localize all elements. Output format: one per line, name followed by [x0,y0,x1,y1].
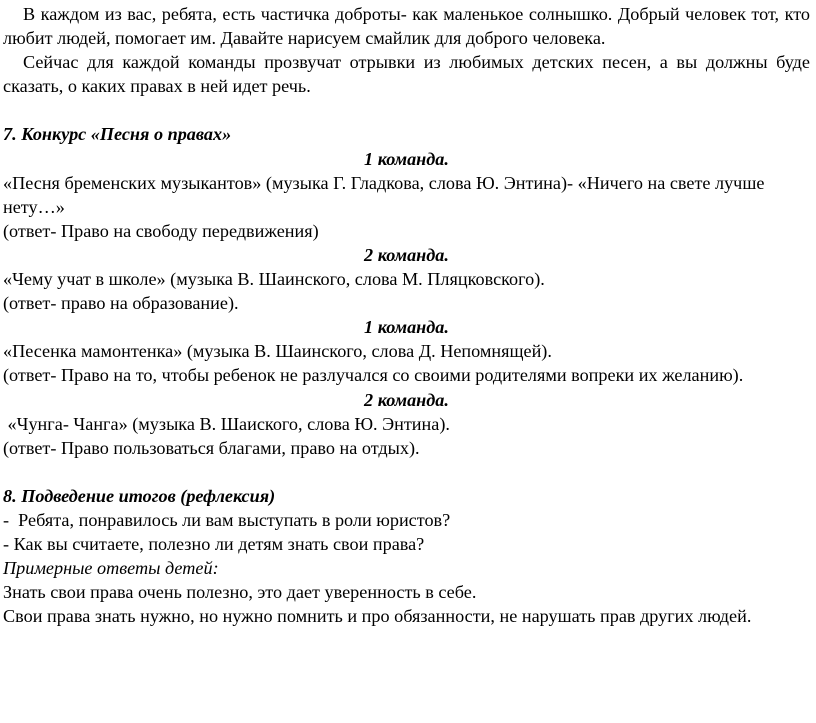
answer-line: (ответ- Право пользоваться благами, право на отдых). [3,437,420,458]
team-label: 2 команда. [364,389,449,410]
intro-paragraph-2: Сейчас для каждой команды прозвучат отрывки из любимых детских песен, а вы должны буде сказать, о каких правах в ней идет речь. [3,52,810,97]
answers-label: Примерные ответы детей: [3,558,219,579]
team-label: 1 команда. [364,148,449,169]
song-line: «Песня бременских музыкантов» (музыка Г. Гладкова, слова Ю. Энтина)- «Ничего на свете лучше нету…» [3,172,765,217]
spacer [3,460,810,484]
answer-1: Знать свои права очень полезно, это дает уверенность в себе. [3,582,477,603]
answer-2: Свои права знать нужно, но нужно помнить и про обязанности, не нарушать прав других людей. [3,606,752,627]
intro-paragraph-1: В каждом из вас, ребята, есть частичка доброты- как маленькое солнышко. Добрый человек тот, кто любит людей, помогает им. Давайте нарисуем смайлик для доброго человека. [3,4,810,49]
page-content [3,0,810,628]
section-8-heading: 8. Подведение итогов (рефлексия) [3,485,276,506]
spacer [3,98,810,122]
question-2: - Как вы считаете, полезно ли детям знать свои права? [3,534,425,555]
answer-line: (ответ- Право на то, чтобы ребенок не разлучался со своими родителями вопреки их желанию). [3,365,744,386]
song-line: «Чему учат в школе» (музыка В. Шаинского, слова М. Пляцковского). [3,269,545,290]
answer-line: (ответ- право на образование). [3,293,239,314]
question-1: - Ребята, понравилось ли вам выступать в роли юристов? [3,509,451,530]
song-line: «Песенка мамонтенка» (музыка В. Шаинского, слова Д. Непомнящей). [3,341,552,362]
answer-line: (ответ- Право на свободу передвижения) [3,220,319,241]
team-label: 2 команда. [364,244,449,265]
song-line: «Чунга- Чанга» (музыка В. Шаиского, слова Ю. Энтина). [3,413,450,434]
section-7-heading: 7. Конкурс «Песня о правах» [3,124,232,145]
team-label: 1 команда. [364,317,449,338]
